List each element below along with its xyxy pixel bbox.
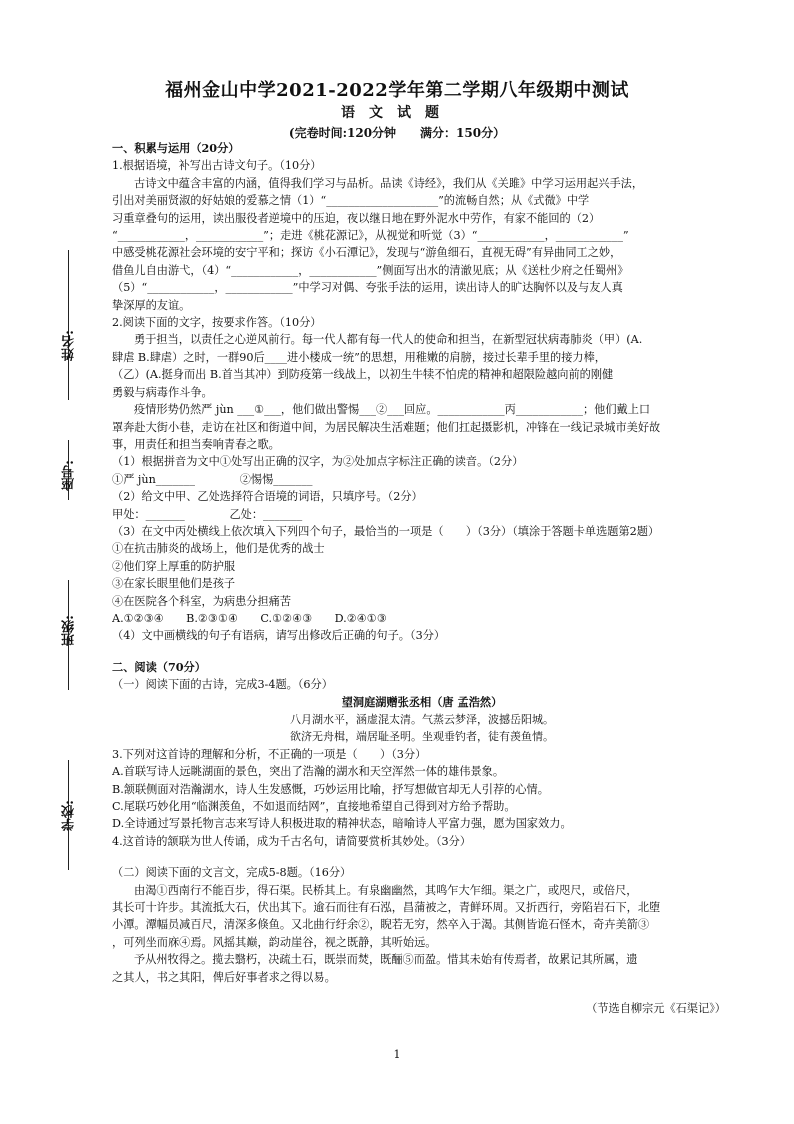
text-line: ③在家长眼里他们是孩子 [112, 577, 236, 591]
spacer [112, 986, 732, 1000]
text-line: “____________，____________”；走进《桃花源记》，从视觉和听觉（3）“____________，____________” [112, 229, 629, 243]
text-line: 2.阅读下面的文字，按要求作答。（10分） [112, 316, 322, 330]
text-line: 其长可十许步。其流抵大石，伏出其下。逾石而往有石泓，昌蒲被之，青鲜环周。又折西行，旁陷岩石下，北堕 [112, 901, 661, 915]
text-line: ④在医院各个科室，为病患分担痛苦 [112, 594, 292, 608]
text-line: （2）给文中甲、乙处选择符合语境的词语，只填序号。（2分） [112, 490, 423, 504]
text-line: 小潭。潭幅员减百尺，清深多倏鱼。又北曲行纡余②，睨若无穷，然卒入于渴。其侧皆诡石怪木，奇卉美箭③ [112, 918, 650, 932]
exam-subtitle: 语文试题 [341, 105, 453, 121]
side-label-school: 学校: [62, 800, 77, 831]
text-line: 由渴①西南行不能百步，得石渠。民桥其上。有泉幽幽然，其鸣乍大乍细。渠之广，或咫尺，或倍尺， [134, 883, 638, 897]
text-line: 4.这首诗的颔联为世人传诵，成为千古名句，请简要赏析其妙处。（3分） [112, 834, 472, 848]
text-line: （二）阅读下面的文言文，完成5-8题。（16分） [112, 866, 352, 880]
exam-content [112, 140, 732, 1018]
text-line: B.颔联侧面对浩瀚湖水，诗人生发感慨，巧妙运用比喻，抒写想做官却无人引荐的心情。 [112, 782, 549, 796]
text-line: ②他们穿上厚重的防护服 [112, 559, 236, 573]
side-label-class: 班级: [62, 615, 77, 646]
spacer [112, 645, 732, 659]
text-line: 引出对美丽贤淑的好姑娘的爱慕之情（1）“____________________”的流畅自然；从《式微》中学 [112, 194, 590, 208]
text-line: （1）根据拼音为文中①处写出正确的汉字，为②处加点字标注正确的读音。（2分） [112, 455, 524, 469]
text-line: ①严 jùn_______ ②惕惕_______ [112, 472, 313, 486]
text-line: 勇毅与病毒作斗争。 [112, 385, 213, 399]
time-info: (完卷时间:120分钟 满分：150分） [288, 126, 506, 140]
side-label-name: 姓名: [62, 330, 77, 361]
text-line: 欲济无舟楫，端居耻圣明。坐观垂钓者，徒有羡鱼情。 [290, 730, 554, 744]
text-line: （5）“____________，____________”中学习对偶、夸张手法的运用，读出诗人的旷达胸怀以及与友人真 [112, 281, 623, 295]
text-line: 望洞庭湖赠张丞相（唐 孟浩然） [341, 694, 503, 709]
text-line: 习重章叠句的运用，读出服役者逆境中的压迫，夜以继日地在野外泥水中劳作，有家不能回的（2） [112, 211, 601, 225]
text-line: 勇于担当，以责任之心逆风前行。每一代人都有每一代人的使命和担当，在新型冠状病毒肺炎（甲）(A. [134, 333, 643, 347]
text-line: 二、阅读（70分） [112, 659, 206, 674]
text-line: （乙）(A.挺身而出 B.首当其冲）到防疫第一线战上，以初生牛犊不怕虎的精神和超限险越向前的刚健 [112, 368, 614, 382]
text-line: （3）在文中丙处横线上依次填入下列四个句子，最恰当的一项是（ ）（3分）（填涂于答题卡单选题第2题） [112, 524, 660, 538]
exam-title: 福州金山中学2021-2022学年第二学期八年级期中测试 [165, 80, 629, 101]
text-line: 甲处：_______ 乙处：_______ [112, 507, 303, 521]
text-line: 挚深厚的友谊。 [112, 298, 191, 312]
text-line: A.首联写诗人远眺湖面的景色，突出了浩瀚的湖水和天空浑然一体的雄伟景象。 [112, 765, 505, 779]
text-line: 罩奔赴大街小巷，走访在社区和街道中间，为居民解决生活难题；他们扛起摄影机，冲锋在一线记录城市美好故 [112, 420, 661, 434]
text-line: 一、积累与运用（20分） [112, 141, 240, 155]
text-line: 予从州牧得之。揽去翳朽，决疏土石，既崇而焚，既酾⑤而盈。惜其未始有传焉者，故累记其所属，遗 [134, 953, 638, 967]
spacer [112, 850, 732, 864]
text-line: 疫情形势仍然严 jùn ___①___，他们做出警惕___②___回应。____________丙____________；他们戴上口 [134, 403, 651, 417]
text-line: 之其人，书之其阳，俾后好事者求之得以易。 [112, 970, 336, 984]
text-line: 借鱼儿自由游弋，（4）“____________，____________”侧面写出水的清澈见底；从《送杜少府之任蜀州》 [112, 263, 629, 277]
text-line: C.尾联巧妙化用“临渊羡鱼，不如退而结网”，直接地希望自己得到对方给予帮助。 [112, 800, 516, 814]
text-line: 1.根据语境，补写出古诗文句子。（10分） [112, 159, 322, 173]
text-line: A.①②③④ B.②③①④ C.①②④③ D.②④①③ [112, 611, 387, 625]
text-line: 八月湖水平，涵虚混太清。气蒸云梦泽，波撼岳阳城。 [290, 713, 554, 726]
text-line: （一）阅读下面的古诗，完成3-4题。（6分） [112, 678, 333, 692]
text-line: 中感受桃花源社会环境的安宁平和；探访《小石潭记》，发现与“游鱼细石，直视无碍”有异曲同工之妙， [112, 246, 622, 260]
side-line-name [68, 250, 69, 400]
text-line: 3.下列对这首诗的理解和分析，不正确的一项是（ ）（3分） [112, 747, 427, 761]
text-line: ①在抗击肺炎的战场上，他们是优秀的战士 [112, 542, 325, 556]
text-line: 事，用责任和担当奏响青春之歌。 [112, 437, 280, 451]
text-line: 肆虐 B.肆虐）之时，一群90后____进小楼成一统”的思想，用稚嫩的肩膀，接过长辈手里的接力棒， [112, 350, 606, 364]
text-line: ，可列坐而庥④焉。风摇其巅，韵动崖谷，视之既静，其听始远。 [112, 935, 437, 949]
side-label-seat: 座号: [62, 460, 77, 491]
text-line: 古诗文中蕴含丰富的内涵，值得我们学习与品析。品读《诗经》，我们从《关雎》中学习运用起兴手法， [134, 176, 644, 190]
page-number: 1 [393, 1048, 401, 1061]
text-line: （节选自柳宗元《石渠记》） [586, 1002, 726, 1016]
text-line: （4）文中画横线的句子有语病，请写出修改后正确的句子。（3分） [112, 629, 446, 643]
text-line: D.全诗通过写景托物言志来写诗人积极进取的精神状态，暗喻诗人平富力强，愿为国家效力。 [112, 817, 572, 831]
